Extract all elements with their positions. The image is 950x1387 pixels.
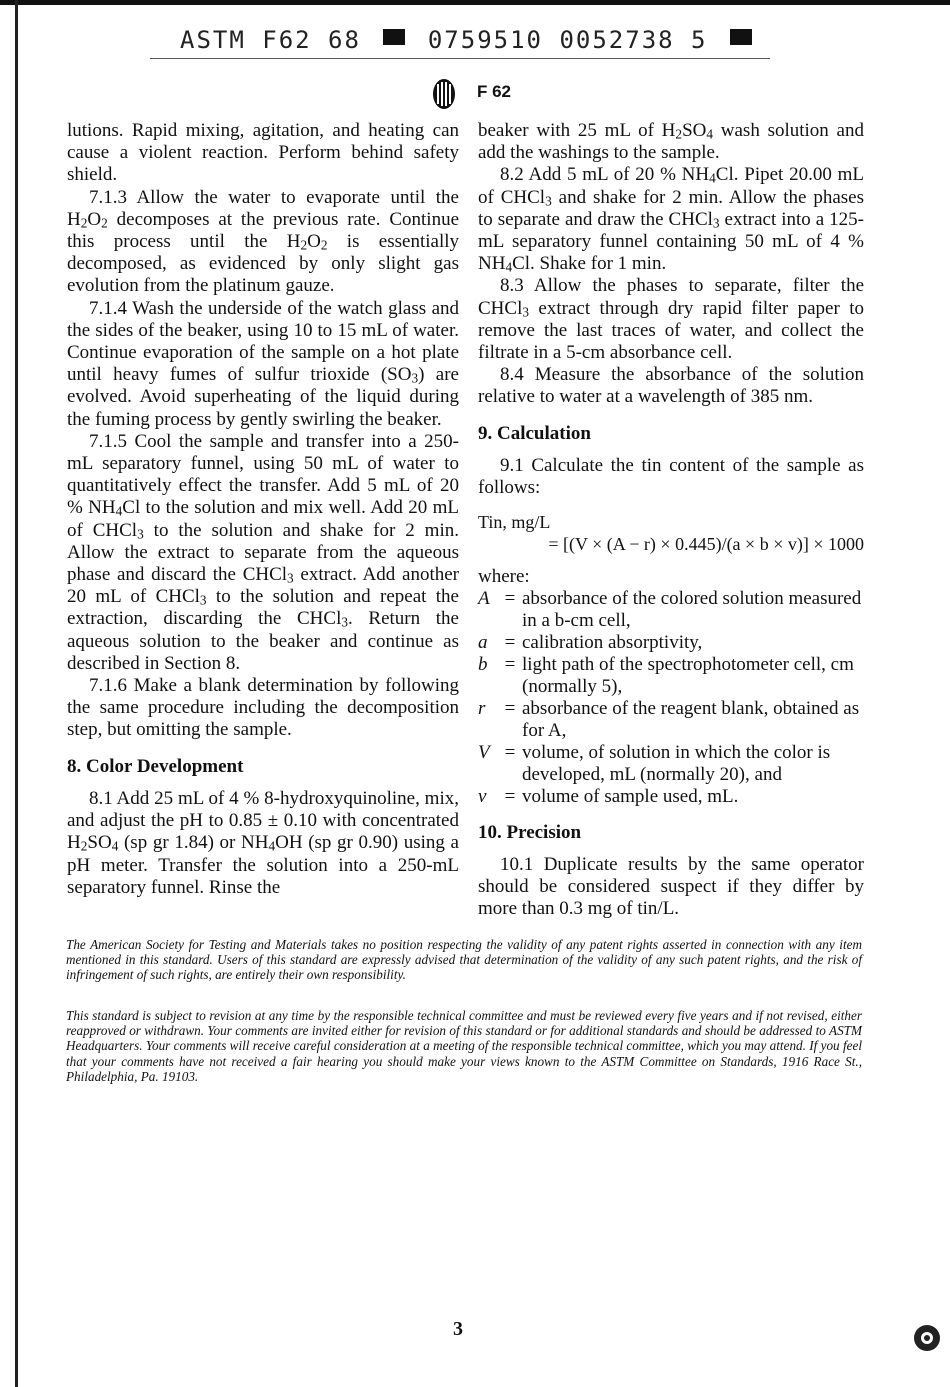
definition-row: a = calibration absorptivity, xyxy=(478,631,703,653)
paragraph-7-1-5: 7.1.5 Cool the sample and transfer into a 250-mL separatory funnel, using 50 mL of water to quantitatively effect the transfer. Add 5 mL of 20 % $NH_4Cl$ to the solution and mix well. Add 20 mL of CHCl$_3$ to the solution and shake for 2 min. Allow the extract to separate from the aqueous phase and discard the CHCl$_3$ extract. Add another 20 mL of CHCl$_3$ to the solution and repeat the extraction, discarding the CHCl$_3$. Return the aqueous solution to the beaker and continue as described in Section 8. xyxy=(67,430,459,674)
section-heading-8: 8. Color Development xyxy=(67,755,244,777)
header-rule xyxy=(150,58,770,59)
formula-lhs: Tin, mg/L xyxy=(478,512,551,533)
left-column xyxy=(67,120,459,899)
section-heading-9: 9. Calculation xyxy=(478,422,591,444)
barcode-block-mark xyxy=(383,29,405,45)
paragraph-7-1-6: 7.1.6 Make a blank determination by following the same procedure including the decomposition step, but omitting the sample. xyxy=(67,675,459,741)
paragraph-7-1-4: 7.1.4 Wash the underside of the watch glass and the sides of the beaker, using 10 to 15 mL of water. Continue evaporation of the sample on a hot plate until heavy fumes of sulfur trioxide $(SO_3)$ are evolved. Avoid superheating of the liquid during the fuming process by gently swirling the beaker. xyxy=(67,297,459,430)
variable-definitions xyxy=(478,588,864,808)
paragraph-8-1: 8.1 Add 25 mL of 4 % 8-hydroxyquinoline, mix, and adjust the pH to 0.85 ± 0.10 with concentrated $H_2SO_4$ (sp gr 1.84) or $NH_4OH$ (sp gr 0.90) using a pH meter. Transfer the solution into a 250-mL separatory funnel. Rinse the xyxy=(67,787,459,898)
paragraph-8-1-continued: beaker with 25 mL of $H_2SO_4$ wash solution and add the washings to the sample. xyxy=(478,120,864,164)
recycle-stamp-icon xyxy=(912,1323,942,1353)
patent-notice: The American Society for Testing and Materials takes no position respecting the validity of any patent rights asserted in connection with any item mentioned in this standard. Users of this standard are expressly advised that determination of the validity of any such patent rights, and the risk of infringement of such rights, are entirely their own responsibility. xyxy=(66,937,862,983)
paragraph-continuation: lutions. Rapid mixing, agitation, and heating can cause a violent reaction. Perform behind safety shield. xyxy=(67,120,459,186)
barcode-mid-text: 0759510 0052738 5 xyxy=(427,26,708,54)
revision-notice: This standard is subject to revision at any time by the responsible technical committee and must be reviewed every five years and if not revised, either reapproved or withdrawn. Your comments are invited either for revision of this standard or for additional standards and should be addressed to ASTM Headquarters. Your comments will receive careful consideration at a meeting of the responsible technical committee, which you may attend. If you feel that your comments have not received a fair hearing you should make your views known to the ASTM Committee on Standards, 1916 Race St., Philadelphia, Pa. 19103. xyxy=(66,1008,862,1084)
right-column xyxy=(478,120,864,921)
barcode-header xyxy=(180,26,740,56)
barcode-left-text: ASTM F62 68 xyxy=(180,26,361,54)
where-label: where: xyxy=(478,565,530,587)
paragraph-8-2: 8.2 Add 5 mL of 20 % $NH_4Cl$. Pipet 20.00 mL of CHCl$_3$ and shake for 2 min. Allow the phases to separate and draw the CHCl$_3$ extract into a 125-mL separatory funnel containing 50 mL of 4 % $NH_4Cl$. Shake for 1 min. xyxy=(478,164,864,275)
section-heading-10: 10. Precision xyxy=(478,821,582,843)
paragraph-10-1: 10.1 Duplicate results by the same operator should be considered suspect if they differ by more than 0.3 mg of tin/L. xyxy=(478,854,864,920)
definition-row: v = volume of sample used, mL. xyxy=(478,785,739,807)
astm-logo-icon xyxy=(428,78,460,110)
formula-rhs: = [(V × (A − r) × 0.445)/(a × b × v)] × 1000 xyxy=(548,534,864,555)
paragraph-7-1-3: 7.1.3 Allow the water to evaporate until the $H_2O_2$ decomposes at the previous rate. Continue this process until the $H_2O_2$ is essentially decomposed, as evidenced by only slight gas evolution from the platinum gauze. xyxy=(67,186,459,297)
scan-top-border xyxy=(0,0,950,5)
page-number: 3 xyxy=(453,1318,463,1340)
paragraph-8-4: 8.4 Measure the absorbance of the solution relative to water at a wavelength of 385 nm. xyxy=(478,364,864,408)
paragraph-8-3: 8.3 Allow the phases to separate, filter the CHCl$_3$ extract through dry rapid filter paper to remove the last traces of water, and collect the filtrate in a 5-cm absorbance cell. xyxy=(478,275,864,364)
tin-formula xyxy=(478,511,864,555)
paragraph-9-1: 9.1 Calculate the tin content of the sample as follows: xyxy=(478,454,864,499)
definition-row: V = volume, of solution in which the color is developed, mL (normally 20), and xyxy=(478,741,831,785)
standard-designation: F 62 xyxy=(477,82,512,101)
scan-left-border xyxy=(15,0,18,1387)
barcode-block-mark xyxy=(730,29,752,45)
definition-row: b = light path of the spectrophotometer cell, cm (normally 5), xyxy=(478,653,854,697)
definition-row: A = absorbance of the colored solution measured in a b-cm cell, xyxy=(478,587,862,631)
definition-row: r = absorbance of the reagent blank, obtained as for A, xyxy=(478,697,860,741)
